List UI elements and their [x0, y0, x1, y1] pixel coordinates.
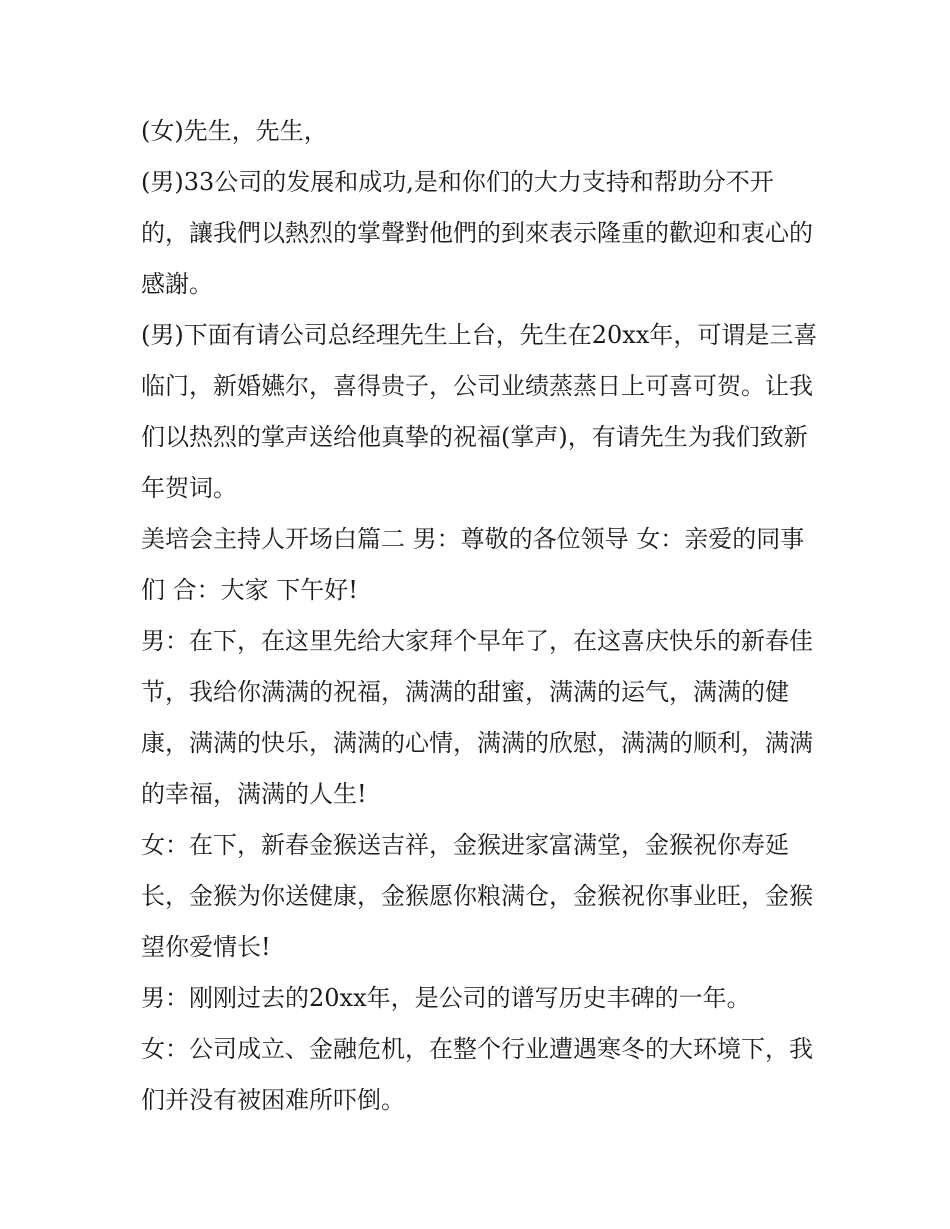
paragraph-7: 男：刚刚过去的20xx年，是公司的谱写历史丰碑的一年。: [141, 984, 751, 1012]
paragraph-3: (男)下面有请公司总经理先生上台，先生在20xx年，可谓是三喜临门，新婚嬿尔，喜得贵子，公司业绩蒸蒸日上可喜可贺。让我们以热烈的掌声送给他真挚的祝福(掌声)，有请先生为我们致新年贺词。: [141, 321, 818, 502]
paragraph-4: 美培会主持人开场白篇二 男：尊敬的各位领导 女：亲爱的同事们 合：大家 下午好!: [141, 525, 805, 604]
paragraph-2: (男)33公司的发展和成功,是和你们的大力支持和帮助分不开的，讓我們以熱烈的掌聲對他們的到來表示隆重的歡迎和衷心的感謝。: [141, 168, 813, 298]
document-body: [141, 106, 821, 1126]
paragraph-6: 女：在下，新春金猴送吉祥，金猴进家富满堂，金猴祝你寿延长，金猴为你送健康，金猴愿你粮满仓，金猴祝你事业旺，金猴望你爱情长!: [141, 831, 813, 961]
paragraph-8: 女：公司成立、金融危机，在整个行业遭遇寒冬的大环境下，我们并没有被困难所吓倒。: [141, 1035, 813, 1114]
paragraph-5: 男：在下，在这里先给大家拜个早年了，在这喜庆快乐的新春佳节，我给你满满的祝福，满满的甜蜜，满满的运气，满满的健康，满满的快乐，满满的心情，满满的欣慰，满满的顺利，满满的幸福，满满的人生!: [141, 627, 813, 808]
paragraph-1: (女)先生，先生，: [141, 117, 328, 145]
